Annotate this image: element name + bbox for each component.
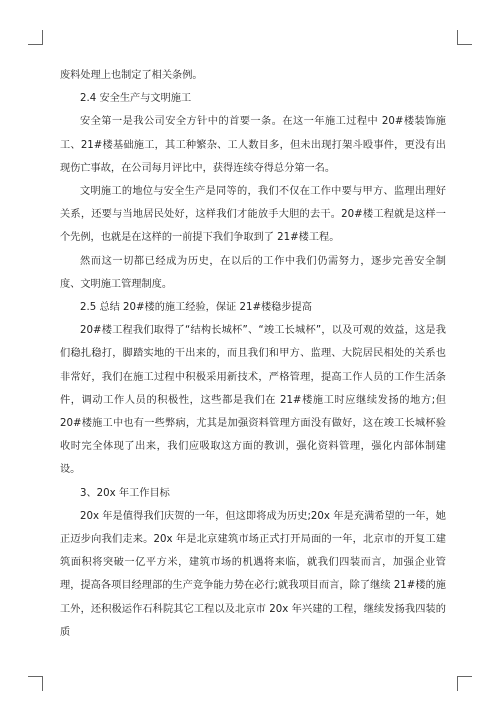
crop-mark-bottom-right [457, 676, 472, 691]
section-heading-3: 3、20x 年工作目标 [80, 487, 170, 499]
paragraph-work-goals: 20x 年是值得我们庆贺的一年，但这即将成为历史;20x 年是充满希望的一年，她正迈步向我们走来。20x 年是北京建筑市场正式打开局面的一年，北京市的开复工建筑面积将突破一亿平方米，建筑市场的机遇将来临，就我们四装而言，加强企业管理，提高各项目经理部的生产竞争能力势在必行;就我项目而言，除了继续 21#楼的施工外，还积极运作石科院其它工程以及北京市 20x 年兴建的工程，继续发扬我四装的质 [60, 510, 446, 638]
crop-mark-top-right [457, 30, 472, 45]
crop-mark-bottom-left [28, 676, 43, 691]
document-body [60, 64, 446, 644]
paragraph-continuation: 废料处理上也制定了相关条例。 [60, 70, 203, 81]
section-heading-2-5: 2.5 总结 20#楼的施工经验，保证 21#楼稳步提高 [80, 302, 312, 314]
paragraph-experience-summary: 20#楼工程我们取得了“结构长城杯”、“竣工长城杯”，以及可观的效益，这是我们稳扎稳打，脚踏实地的干出来的，而且我们和甲方、监理、大院居民相处的关系也非常好，我们在施工过程中积极采用新技术，严格管理，提高工作人员的工作生活条件，调动工作人员的积极性，这些都是我们在 21#楼施工时应继续发扬的地方;但 20#楼施工中也有一些弊病，尤其是加强资料管理方面没有做好，这在竣工长城杯验收时完全体现了出来，我们应吸取这方面的教训，强化资料管理，强化内部体制建设。 [60, 325, 446, 476]
paragraph-safety: 安全第一是我公司安全方针中的首要一条。在这一年施工过程中 20#楼装饰施工、21#楼基础施工，其工种繁杂、工人数目多，但未出现打架斗殴事件，更没有出现伤亡事故，在公司每月评比中，获得连续夺得总分第一名。 [60, 116, 446, 174]
crop-mark-top-left [28, 30, 43, 45]
paragraph-civilized-construction: 文明施工的地位与安全生产是同等的，我们不仅在工作中要与甲方、监理出理好关系，还要与当地居民处好，这样我们才能放手大胆的去干。20#楼工程就是这样一个先例，也就是在这样的一前提下我们争取到了 21#楼工程。 [60, 186, 446, 244]
section-heading-2-4: 2.4 安全生产与文明施工 [80, 93, 192, 105]
paragraph-future-efforts: 然而这一切都已经成为历史，在以后的工作中我们仍需努力，逐步完善安全制度、文明施工管理制度。 [60, 255, 446, 290]
